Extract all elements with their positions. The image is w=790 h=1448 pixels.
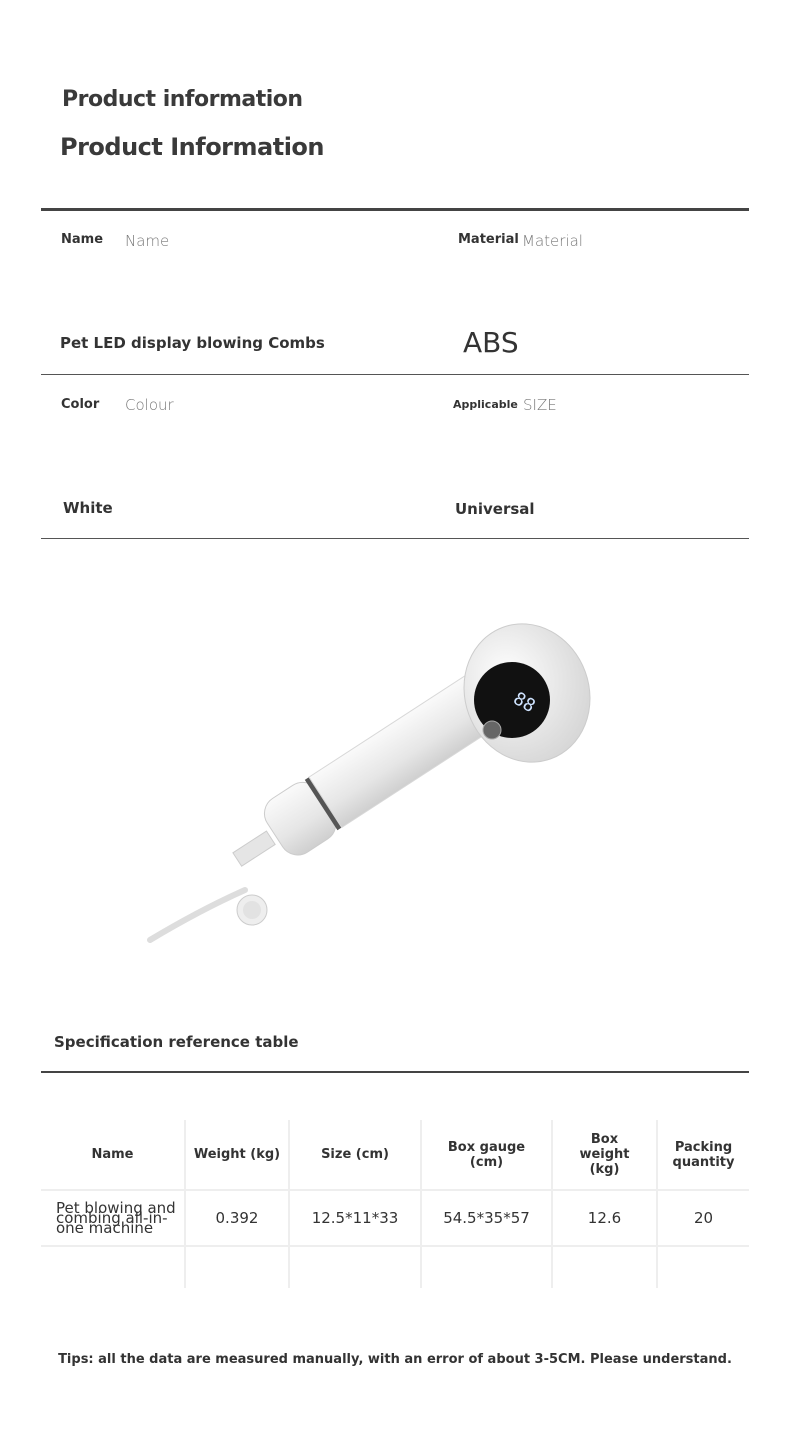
divider [41, 538, 749, 539]
spec-table [41, 1120, 749, 1288]
cell: 20 [657, 1190, 749, 1246]
section-title: Product information [62, 87, 303, 112]
table-row-empty [41, 1246, 749, 1288]
cell: Pet blowing and combing all-in-one machine [41, 1190, 185, 1246]
header-cell: Weight (kg) [185, 1120, 289, 1190]
applicable-value: Universal [455, 500, 535, 518]
material-value: ABS [463, 326, 519, 359]
product-image [0, 560, 790, 980]
table-row [41, 1190, 749, 1246]
display-temperature: 88 [509, 688, 539, 718]
applicable-label: Applicable [453, 398, 518, 411]
spec-title: Specification reference table [54, 1033, 299, 1051]
applicable-sublabel: SIZE [523, 396, 557, 414]
header-cell: Name [41, 1120, 185, 1190]
table-header-row [41, 1120, 749, 1190]
name-sublabel: Name [125, 232, 170, 250]
color-value: White [63, 499, 113, 517]
cell: 12.5*11*33 [289, 1190, 421, 1246]
material-label: Material [458, 232, 519, 247]
divider [41, 1071, 749, 1073]
color-label: Color [61, 397, 100, 412]
name-label: Name [61, 232, 104, 247]
color-sublabel: Colour [125, 396, 174, 414]
cell: 0.392 [185, 1190, 289, 1246]
header-cell: Box weight (kg) [552, 1120, 657, 1190]
cell: 12.6 [552, 1190, 657, 1246]
header-cell: Box gauge (cm) [421, 1120, 552, 1190]
section-subtitle: Product Information [60, 133, 324, 161]
header-cell: Packing quantity [657, 1120, 749, 1190]
name-value: Pet LED display blowing Combs [60, 334, 325, 352]
divider [41, 374, 749, 375]
material-sublabel: Material [522, 232, 583, 250]
tips-text: Tips: all the data are measured manually, with an error of about 3-5CM. Please understand. [58, 1352, 732, 1367]
cell: 54.5*35*57 [421, 1190, 552, 1246]
header-cell: Size (cm) [289, 1120, 421, 1190]
divider [41, 208, 749, 211]
